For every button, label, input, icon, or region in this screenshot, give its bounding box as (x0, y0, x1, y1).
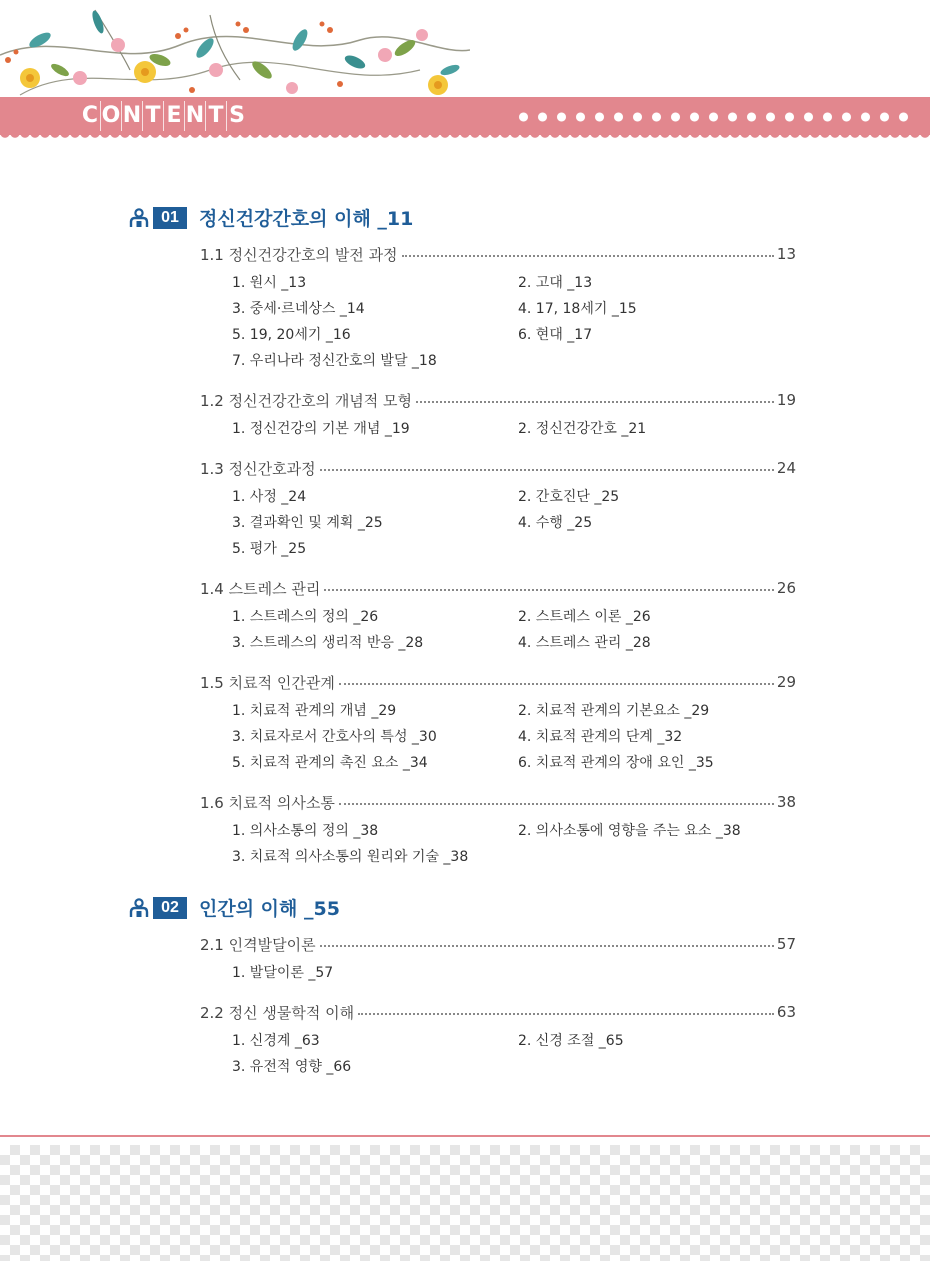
toc-item[interactable]: 6. 현대 _17 (518, 327, 593, 343)
dot-leader (324, 588, 774, 591)
contents-title (80, 101, 247, 131)
title-letter: T (142, 101, 163, 131)
section-page: 57 (776, 935, 796, 953)
chapter-title: 정신건강간호의 이해 _11 (199, 208, 414, 230)
section-title: 1.4 스트레스 관리 (200, 579, 321, 598)
section-page: 38 (776, 793, 796, 811)
toc-item[interactable]: 4. 17, 18세기 _15 (518, 301, 637, 317)
section-page: 13 (776, 245, 796, 263)
section-title: 2.2 정신 생물학적 이해 (200, 1003, 355, 1022)
section-title: 1.6 치료적 의사소통 (200, 793, 335, 812)
toc-item[interactable]: 2. 의사소통에 영향을 주는 요소 _38 (518, 823, 741, 839)
title-letter: N (184, 101, 205, 131)
toc-item[interactable]: 5. 평가 _25 (232, 541, 307, 557)
chapter-number: 01 (153, 207, 187, 229)
toc-item[interactable]: 1. 스트레스의 정의 _26 (232, 609, 379, 625)
title-letter: C (81, 103, 99, 128)
section-page: 24 (776, 459, 796, 477)
title-letter: E (163, 101, 184, 131)
toc-item[interactable]: 4. 치료적 관계의 단계 _32 (518, 729, 683, 745)
toc-item[interactable]: 4. 수행 _25 (518, 515, 593, 531)
toc-item[interactable]: 2. 스트레스 이론 _26 (518, 609, 651, 625)
section-page: 26 (776, 579, 796, 597)
banner-dots-decoration (514, 111, 914, 123)
toc-item[interactable]: 6. 치료적 관계의 장애 요인 _35 (518, 755, 714, 771)
toc-item[interactable]: 2. 치료적 관계의 기본요소 _29 (518, 703, 710, 719)
toc-section[interactable] (200, 671, 796, 693)
toc-item[interactable]: 1. 신경계 _63 (232, 1033, 320, 1049)
section-title: 2.1 인격발달이론 (200, 935, 316, 954)
toc-section[interactable] (200, 389, 796, 411)
toc-item[interactable]: 3. 유전적 영향 _66 (232, 1059, 352, 1075)
toc-item[interactable]: 5. 19, 20세기 _16 (232, 327, 351, 343)
toc-section[interactable] (200, 577, 796, 599)
toc-item[interactable]: 1. 의사소통의 정의 _38 (232, 823, 379, 839)
person-icon (129, 208, 149, 228)
title-letter: T (205, 101, 226, 131)
toc-item[interactable]: 3. 치료자로서 간호사의 특성 _30 (232, 729, 437, 745)
toc-section[interactable] (200, 791, 796, 813)
toc-item[interactable]: 2. 정신건강간호 _21 (518, 421, 647, 437)
toc-item[interactable]: 3. 결과확인 및 계획 _25 (232, 515, 383, 531)
section-title: 1.1 정신건강간호의 발전 과정 (200, 245, 398, 264)
toc-item[interactable]: 1. 발달이론 _57 (232, 965, 334, 981)
toc-item[interactable]: 2. 고대 _13 (518, 275, 593, 291)
toc-item[interactable]: 3. 중세·르네상스 _14 (232, 301, 365, 317)
dot-leader (320, 944, 774, 947)
section-page: 29 (776, 673, 796, 691)
toc-item[interactable]: 3. 스트레스의 생리적 반응 _28 (232, 635, 424, 651)
toc-section[interactable] (200, 243, 796, 265)
toc-item[interactable]: 1. 사정 _24 (232, 489, 307, 505)
chapter-heading (129, 894, 340, 921)
dot-leader (416, 400, 774, 403)
toc-item[interactable]: 4. 스트레스 관리 _28 (518, 635, 651, 651)
toc-item[interactable]: 1. 정신건강의 기본 개념 _19 (232, 421, 410, 437)
person-icon (129, 898, 149, 918)
chapter-heading (129, 204, 413, 231)
footer-checker-pattern (0, 1145, 930, 1261)
dot-leader (339, 802, 774, 805)
title-letter: N (121, 101, 142, 131)
title-letter: S (226, 101, 247, 131)
section-title: 1.3 정신간호과정 (200, 459, 316, 478)
dot-leader (320, 468, 774, 471)
toc-item[interactable]: 5. 치료적 관계의 촉진 요소 _34 (232, 755, 428, 771)
chapter-number: 02 (153, 897, 187, 919)
section-page: 63 (776, 1003, 796, 1021)
toc-item[interactable]: 2. 신경 조절 _65 (518, 1033, 624, 1049)
section-title: 1.2 정신건강간호의 개념적 모형 (200, 391, 413, 410)
floral-decoration (0, 0, 470, 100)
toc-item[interactable]: 1. 원시 _13 (232, 275, 307, 291)
toc-item[interactable]: 2. 간호진단 _25 (518, 489, 620, 505)
dot-leader (358, 1012, 774, 1015)
section-title: 1.5 치료적 인간관계 (200, 673, 335, 692)
dot-leader (339, 682, 774, 685)
dot-leader (402, 254, 774, 257)
banner-scallop-edge (0, 133, 930, 141)
toc-item[interactable]: 3. 치료적 의사소통의 원리와 기술 _38 (232, 849, 469, 865)
section-page: 19 (776, 391, 796, 409)
toc-section[interactable] (200, 933, 796, 955)
footer-divider (0, 1135, 930, 1137)
chapter-title: 인간의 이해 _55 (199, 898, 340, 920)
toc-item[interactable]: 1. 치료적 관계의 개념 _29 (232, 703, 397, 719)
toc-section[interactable] (200, 457, 796, 479)
title-letter: O (100, 101, 121, 131)
toc-section[interactable] (200, 1001, 796, 1023)
toc-item[interactable]: 7. 우리나라 정신간호의 발달 _18 (232, 353, 437, 369)
